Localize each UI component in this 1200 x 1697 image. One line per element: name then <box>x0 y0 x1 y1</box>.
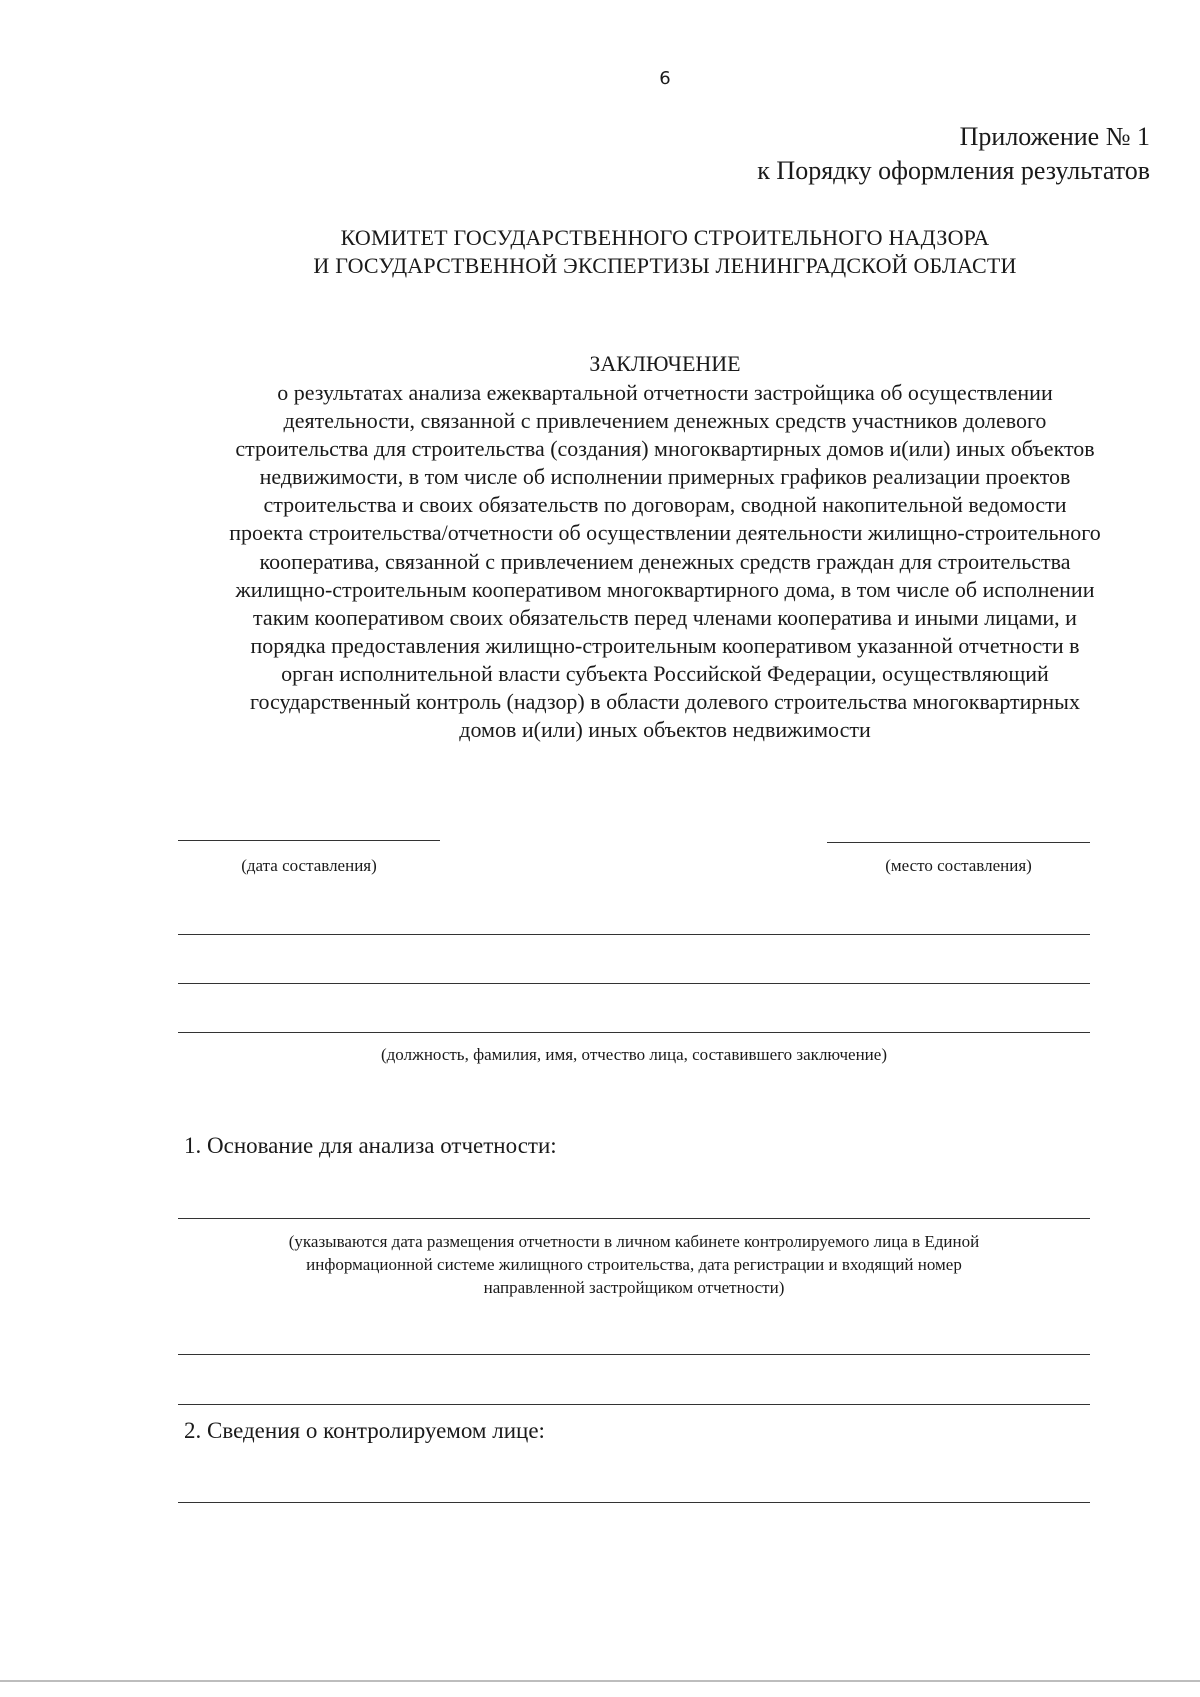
person-caption: (должность, фамилия, имя, отчество лица, составившего заключение) <box>381 1045 887 1064</box>
basis-caption <box>178 1230 1090 1299</box>
subtitle-line: домов и(или) иных объектов недвижимости <box>459 717 871 743</box>
person-field-line-1[interactable] <box>178 934 1090 935</box>
subtitle-line: порядка предоставления жилищно-строительным кооперативом указанной отчетности в <box>250 632 1080 658</box>
basis-extra-line-1[interactable] <box>178 1354 1090 1355</box>
basis-caption-line: направленной застройщиком отчетности) <box>483 1278 785 1297</box>
person-field-line-2[interactable] <box>178 983 1090 984</box>
committee-line-1: КОМИТЕТ ГОСУДАРСТВЕННОГО СТРОИТЕЛЬНОГО НАДЗОРА <box>340 225 990 250</box>
basis-caption-line: (указываются дата размещения отчетности в личном кабинете контролируемого лица в Единой <box>288 1232 980 1251</box>
subtitle-line: государственный контроль (надзор) в области долевого строительства многоквартирных <box>250 689 1080 715</box>
page-number: 6 <box>659 68 671 89</box>
subtitle-line: строительства и своих обязательств по договорам, сводной накопительной ведомости <box>263 492 1067 518</box>
subtitle-line: о результатах анализа ежеквартальной отчетности застройщика об осуществлении <box>277 380 1053 405</box>
committee-line-2: И ГОСУДАРСТВЕННОЙ ЭКСПЕРТИЗЫ ЛЕНИНГРАДСКОЙ ОБЛАСТИ <box>313 253 1017 278</box>
appendix-line-2: к Порядку оформления результатов <box>757 156 1150 185</box>
person-field-line-3[interactable] <box>178 1032 1090 1033</box>
controlled-person-field-line[interactable] <box>178 1502 1090 1503</box>
subtitle-line: проекта строительства/отчетности об осуществлении деятельности жилищно-строительного <box>229 520 1101 546</box>
place-caption: (место составления) <box>885 856 1032 875</box>
basis-field-line[interactable] <box>178 1218 1090 1219</box>
subtitle-line: орган исполнительной власти субъекта Российской Федерации, осуществляющий <box>281 660 1049 686</box>
conclusion-title: ЗАКЛЮЧЕНИЕ <box>589 351 741 376</box>
conclusion-subtitle <box>170 379 1160 744</box>
subtitle-line: таким кооперативом своих обязательств перед членами кооператива и иными лицами, и <box>253 604 1077 630</box>
subtitle-line: жилищно-строительным кооперативом многоквартирного дома, в том числе об исполнении <box>235 576 1095 602</box>
subtitle-line: кооператива, связанной с привлечением денежных средств граждан для строительства <box>259 548 1071 574</box>
basis-caption-line: информационной системе жилищного строительства, дата регистрации и входящий номер <box>306 1255 962 1274</box>
appendix-line-1: Приложение № 1 <box>959 122 1150 151</box>
committee-name <box>150 224 1180 280</box>
date-field-line[interactable] <box>178 840 440 841</box>
basis-extra-line-2[interactable] <box>178 1404 1090 1405</box>
subtitle-line: строительства для строительства (создания) многоквартирных домов и(или) иных объектов <box>235 436 1095 462</box>
section-2-heading: 2. Сведения о контролируемом лице: <box>184 1418 545 1443</box>
place-field-line[interactable] <box>827 842 1090 843</box>
scan-bottom-edge <box>0 1680 1200 1682</box>
date-caption: (дата составления) <box>241 856 377 875</box>
subtitle-line: недвижимости, в том числе об исполнении примерных графиков реализации проектов <box>259 464 1071 490</box>
appendix-heading <box>757 120 1150 188</box>
section-1-heading: 1. Основание для анализа отчетности: <box>184 1133 557 1158</box>
subtitle-line: деятельности, связанной с привлечением денежных средств участников долевого <box>283 408 1047 434</box>
